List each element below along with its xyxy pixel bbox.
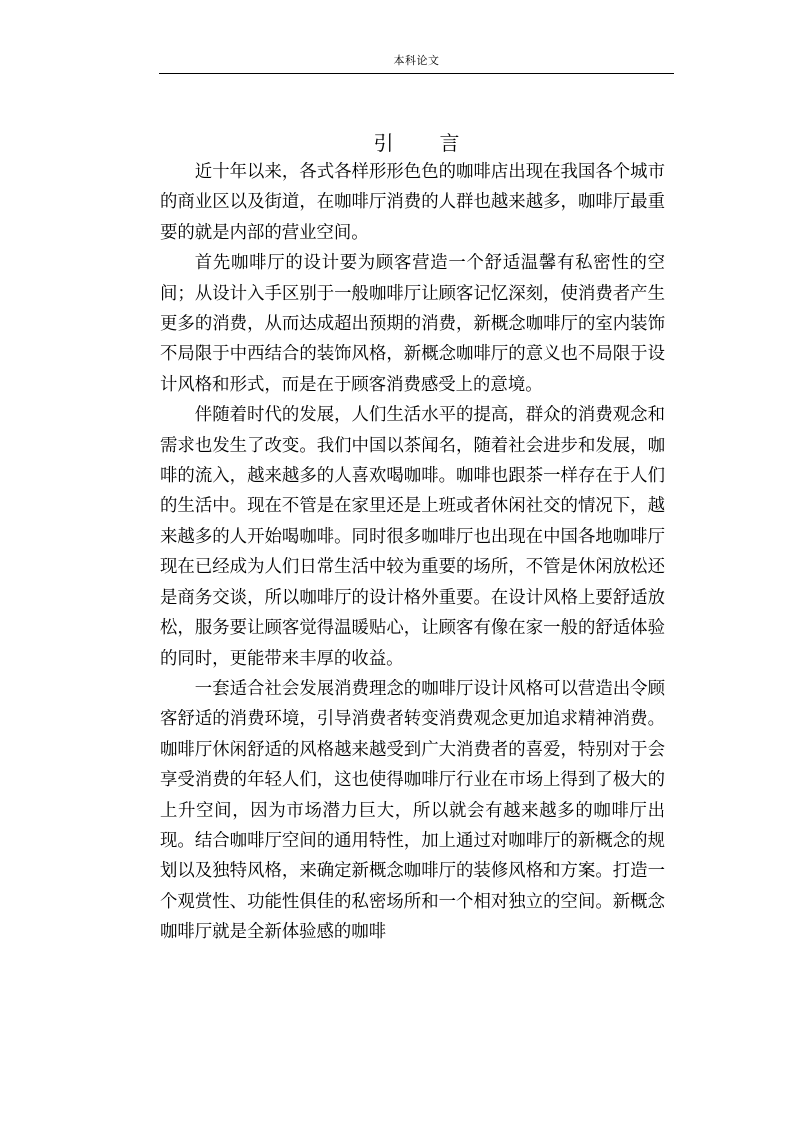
paragraph-2: 首先咖啡厅的设计要为顾客营造一个舒适温馨有私密性的空间；从设计入手区别于一般咖啡厅让顾客记忆深刻，使消费者产生更多的消费，从而达成超出预期的消费，新概念咖啡厅的室内装饰不局限于中西结合的装饰风格，新概念咖啡厅的意义也不局限于设计风格和形式，而是在于顾客消费感受上的意境。 — [160, 253, 665, 395]
body-text — [160, 157, 665, 948]
section-title — [159, 130, 674, 156]
paragraph-1: 近十年以来，各式各样形形色色的咖啡店出现在我国各个城市的商业区以及街道，在咖啡厅消费的人群也越来越多，咖啡厅最重要的就是内部的营业空间。 — [160, 162, 665, 243]
running-header: 本科论文 — [393, 54, 440, 67]
paragraph-3: 伴随着时代的发展，人们生活水平的提高，群众的消费观念和需求也发生了改变。我们中国以茶闻名，随着社会进步和发展，咖啡的流入，越来越多的人喜欢喝咖啡。咖啡也跟茶一样存在于人们的生活中。现在不管是在家里还是上班或者休闲社交的情况下，越来越多的人开始喝咖啡。同时很多咖啡厅也出现在中国各地咖啡厅现在已经成为人们日常生活中较为重要的场所，不管是休闲放松还是商务交谈，所以咖啡厅的设计格外重要。在设计风格上要舒适放松，服务要让顾客觉得温暖贴心，让顾客有像在家一般的舒适体验的同时，更能带来丰厚的收益。 — [160, 405, 665, 669]
section-title-char-2: 言 — [439, 131, 460, 155]
paragraph-4: 一套适合社会发展消费理念的咖啡厅设计风格可以营造出令顾客舒适的消费环境，引导消费者转变消费观念更加追求精神消费。咖啡厅休闲舒适的风格越来越受到广大消费者的喜爱，特别对于会享受消费的年轻人们，这也使得咖啡厅行业在市场上得到了极大的上升空间，因为市场潜力巨大，所以就会有越来越多的咖啡厅出现。结合咖啡厅空间的通用特性，加上通过对咖啡厅的新概念的规划以及独特风格，来确定新概念咖啡厅的装修风格和方案。打造一个观赏性、功能性俱佳的私密场所和一个相对独立的空间。新概念咖啡厅就是全新体验感的咖啡 — [160, 678, 665, 943]
section-title-char-1: 引 — [373, 131, 394, 155]
header-rule — [159, 73, 674, 74]
